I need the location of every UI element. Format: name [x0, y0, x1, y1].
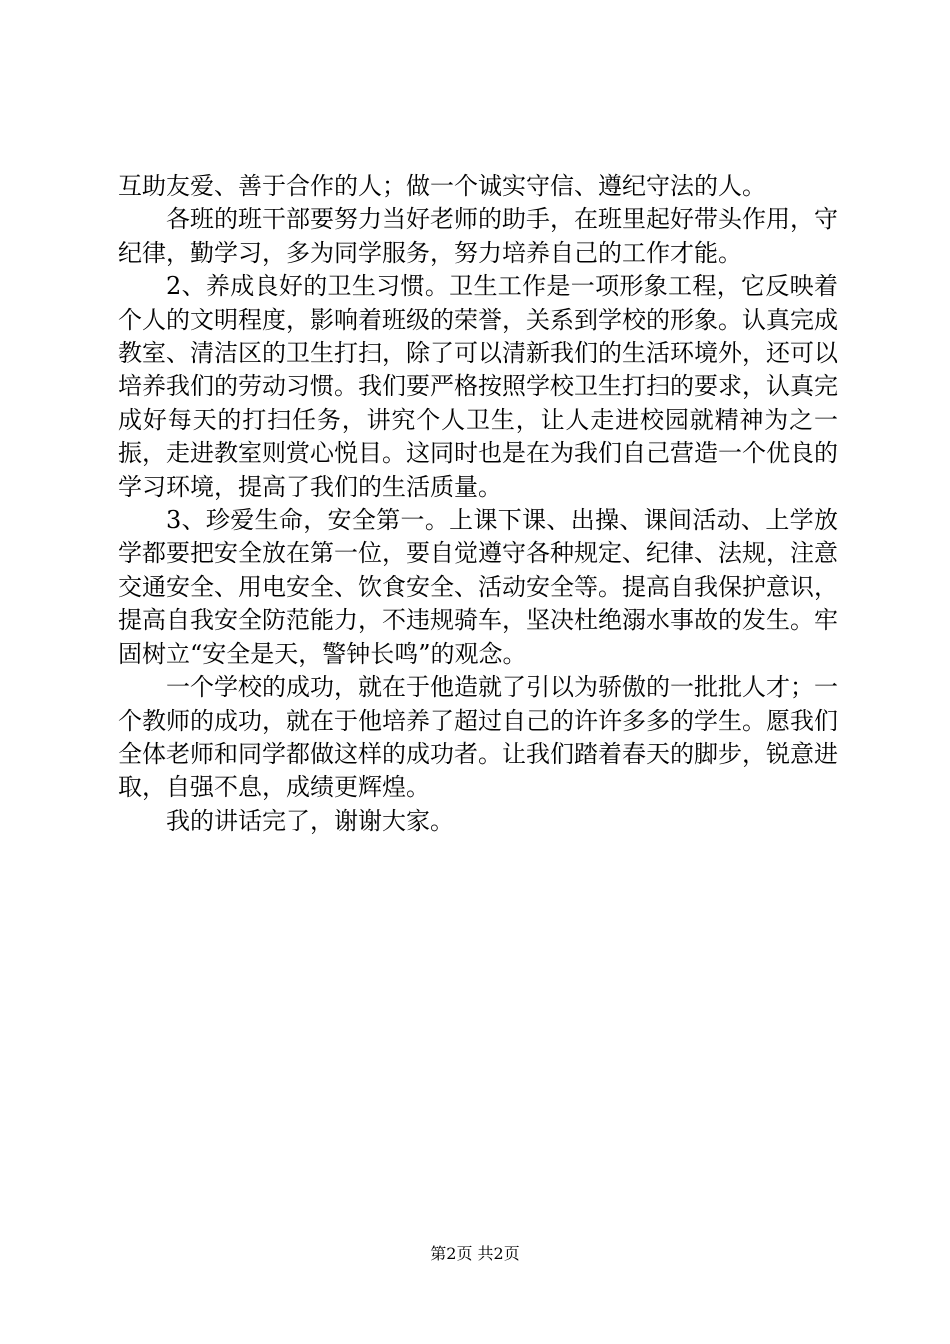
- paragraph-5: 一个学校的成功，就在于他造就了引以为骄傲的一批批人才；一个教师的成功，就在于他培养了超过自己的许许多多的学生。愿我们全体老师和同学都做这样的成功者。让我们踏着春天的脚步，锐意进取，自强不息，成绩更辉煌。: [118, 673, 838, 802]
- document-body: [118, 170, 838, 838]
- paragraph-4: 3、珍爱生命，安全第一。上课下课、出操、课间活动、上学放学都要把安全放在第一位，要自觉遵守各种规定、纪律、法规，注意交通安全、用电安全、饮食安全、活动安全等。提高自我保护意识，提高自我安全防范能力，不违规骑车，坚决杜绝溺水事故的发生。牢固树立“安全是天，警钟长鸣”的观念。: [118, 506, 838, 668]
- paragraph-1: 互助友爱、善于合作的人；做一个诚实守信、遵纪守法的人。: [118, 172, 766, 200]
- paragraph-3: 2、养成良好的卫生习惯。卫生工作是一项形象工程，它反映着个人的文明程度，影响着班级的荣誉，关系到学校的形象。认真完成教室、清洁区的卫生打扫，除了可以清新我们的生活环境外，还可以培养我们的劳动习惯。我们要严格按照学校卫生打扫的要求，认真完成好每天的打扫任务，讲究个人卫生，让人走进校园就精神为之一振，走进教室则赏心悦目。这同时也是在为我们自己营造一个优良的学习环境，提高了我们的生活质量。: [118, 272, 838, 501]
- paragraph-6: 我的讲话完了，谢谢大家。: [166, 806, 454, 835]
- page-footer: 第2页 共2页: [430, 1244, 520, 1263]
- paragraph-2: 各班的班干部要努力当好老师的助手，在班里起好带头作用，守纪律，勤学习，多为同学服务，努力培养自己的工作才能。: [118, 205, 838, 267]
